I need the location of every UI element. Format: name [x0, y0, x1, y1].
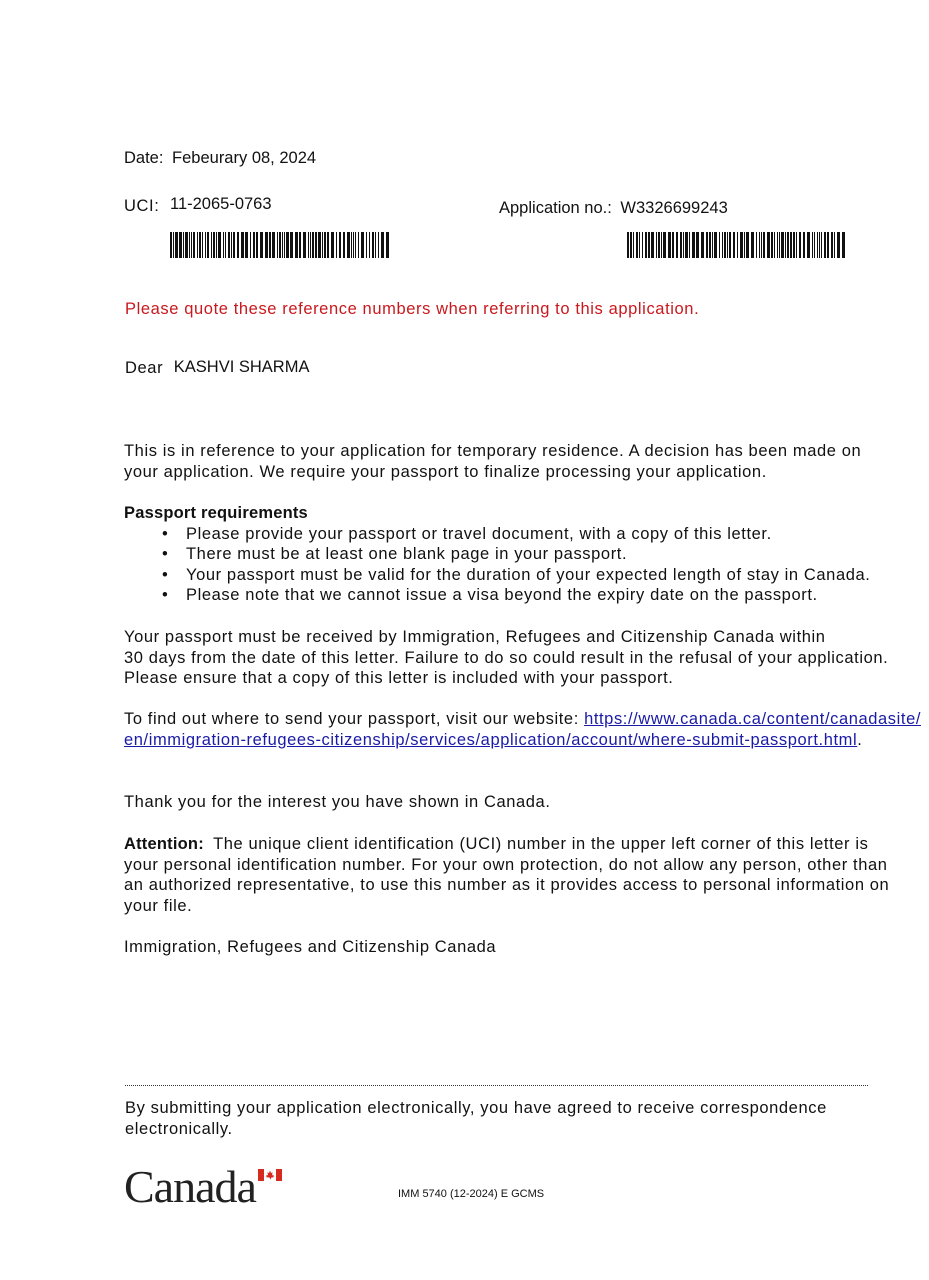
barcode-bar — [386, 232, 389, 258]
barcode-bar — [706, 232, 708, 258]
barcode-bar — [173, 232, 174, 258]
barcode-bar — [324, 232, 326, 258]
barcode-bar — [651, 232, 654, 258]
barcode-bar — [279, 232, 281, 258]
barcode-bar — [315, 232, 317, 258]
barcode-bar — [299, 232, 301, 258]
barcode-bar — [213, 232, 215, 258]
barcode-bar — [233, 232, 235, 258]
barcode-bar — [817, 232, 818, 258]
barcode-bar — [375, 232, 376, 258]
barcode-bar — [683, 232, 684, 258]
signature: Immigration, Refugees and Citizenship Canada — [124, 938, 497, 956]
deadline-line: Your passport must be received by Immigration, Refugees and Citizenship Canada within — [124, 628, 826, 646]
barcode-bar — [369, 232, 370, 258]
barcode-bar — [658, 232, 660, 258]
barcode-bar — [191, 232, 192, 258]
barcode-bar — [265, 232, 268, 258]
barcode-bar — [821, 232, 822, 258]
barcode-bar — [336, 232, 337, 258]
barcode-bar — [310, 232, 311, 258]
barcode-bar — [672, 232, 674, 258]
barcode-bar — [284, 232, 285, 258]
barcode-bar — [796, 232, 797, 258]
barcode-bar — [175, 232, 178, 258]
barcode-bar — [680, 232, 682, 258]
list-item: • Your passport must be valid for the duration of your expected length of stay in Canada. — [124, 565, 870, 586]
barcode-bar — [228, 232, 230, 258]
barcode-bar — [366, 232, 367, 258]
barcode-bar — [759, 232, 760, 258]
barcode-bar — [771, 232, 773, 258]
barcode-bar — [692, 232, 695, 258]
barcode-bar — [714, 232, 717, 258]
barcode-bar — [779, 232, 780, 258]
barcode-bar — [712, 232, 713, 258]
barcode-bar — [656, 232, 657, 258]
deadline-line: 30 days from the date of this letter. Failure to do so could result in the refusal of your application. — [124, 648, 889, 667]
uci-barcode — [170, 232, 392, 258]
barcode-bar — [740, 232, 743, 258]
electronic-note — [125, 1098, 827, 1139]
barcode-bar — [216, 232, 217, 258]
barcode-bar — [207, 232, 209, 258]
barcode-bar — [343, 232, 345, 258]
website-paragraph — [124, 709, 921, 750]
barcode-bar — [253, 232, 255, 258]
electronic-line: By submitting your application electronically, you have agreed to receive correspondence — [125, 1099, 827, 1117]
barcode-bar — [827, 232, 829, 258]
reference-note: Please quote these reference numbers when referring to this application. — [125, 300, 700, 318]
barcode-bar — [834, 232, 835, 258]
barcode-bar — [358, 232, 359, 258]
attention-line: an authorized representative, to use this number as it provides access to personal information on — [124, 876, 890, 894]
salutation-dear: Dear — [125, 359, 164, 377]
uci-label: UCI: — [124, 197, 160, 215]
barcode-bar — [202, 232, 203, 258]
barcode-bar — [701, 232, 704, 258]
barcode-bar — [727, 232, 728, 258]
attention-label: Attention: — [124, 835, 204, 853]
date-row — [124, 149, 316, 168]
barcode-bar — [318, 232, 321, 258]
application-value: W3326699243 — [620, 199, 728, 217]
passport-submission-link[interactable]: https://www.canada.ca/content/canadasite/ — [584, 710, 922, 728]
application-barcode — [627, 232, 849, 258]
barcode-bar — [756, 232, 757, 258]
barcode-bar — [339, 232, 341, 258]
electronic-line: electronically. — [125, 1119, 233, 1138]
barcode-bar — [819, 232, 820, 258]
list-item: • Please provide your passport or travel document, with a copy of this letter. — [124, 524, 870, 545]
barcode-bar — [787, 232, 789, 258]
barcode-bar — [633, 232, 634, 258]
barcode-bar — [372, 232, 374, 258]
barcode-bar — [837, 232, 840, 258]
barcode-bar — [272, 232, 275, 258]
barcode-bar — [807, 232, 810, 258]
list-item: • Please note that we cannot issue a visa beyond the expiry date on the passport. — [124, 585, 870, 606]
barcode-bar — [381, 232, 384, 258]
barcode-bar — [790, 232, 792, 258]
barcode-bar — [814, 232, 815, 258]
barcode-bar — [308, 232, 309, 258]
passport-requirements — [124, 503, 870, 606]
deadline-paragraph — [124, 627, 888, 689]
barcode-bar — [189, 232, 190, 258]
barcode-bar — [225, 232, 226, 258]
barcode-bar — [642, 232, 643, 258]
barcode-bar — [803, 232, 805, 258]
barcode-bar — [269, 232, 271, 258]
barcode-bar — [722, 232, 723, 258]
barcode-bar — [295, 232, 298, 258]
barcode-bar — [793, 232, 795, 258]
barcode-bar — [322, 232, 323, 258]
barcode-bar — [746, 232, 749, 258]
canada-wordmark — [124, 1161, 256, 1212]
barcode-bar — [661, 232, 662, 258]
barcode-bar — [312, 232, 314, 258]
barcode-bar — [709, 232, 711, 258]
barcode-bar — [218, 232, 221, 258]
canada-wordmark-text: Canada — [124, 1161, 256, 1212]
barcode-bar — [751, 232, 754, 258]
barcode-bar — [785, 232, 786, 258]
application-row — [499, 199, 728, 218]
barcode-bar — [627, 232, 629, 258]
requirements-list — [124, 524, 870, 606]
intro-line: your application. We require your passport to finalize processing your application. — [124, 462, 767, 481]
barcode-bar — [378, 232, 379, 258]
barcode-bar — [183, 232, 184, 258]
barcode-bar — [812, 232, 813, 258]
barcode-bar — [211, 232, 212, 258]
canada-flag-icon — [258, 1169, 282, 1181]
barcode-bar — [645, 232, 647, 258]
barcode-bar — [331, 232, 334, 258]
requirements-heading: Passport requirements — [124, 504, 308, 522]
barcode-bar — [256, 232, 258, 258]
barcode-bar — [729, 232, 731, 258]
barcode-bar — [636, 232, 638, 258]
barcode-bar — [763, 232, 765, 258]
barcode-bar — [696, 232, 699, 258]
barcode-bar — [351, 232, 352, 258]
barcode-bar — [286, 232, 289, 258]
attention-line: your personal identification number. For your own protection, do not allow any person, other than — [124, 855, 888, 874]
uci-row — [124, 197, 272, 216]
date-label: Date: — [124, 149, 164, 167]
thanks-line: Thank you for the interest you have shown in Canada. — [124, 793, 551, 811]
barcode-bar — [199, 232, 201, 258]
barcode-bar — [842, 232, 845, 258]
barcode-bar — [347, 232, 350, 258]
dotted-divider — [125, 1085, 868, 1086]
website-suffix: . — [857, 730, 863, 749]
barcode-bar — [303, 232, 306, 258]
barcode-bar — [676, 232, 678, 258]
barcode-bar — [689, 232, 690, 258]
date-value: Febeurary 08, 2024 — [172, 149, 317, 167]
barcode-bar — [777, 232, 778, 258]
barcode-bar — [250, 232, 251, 258]
barcode-bar — [277, 232, 278, 258]
barcode-bar — [824, 232, 826, 258]
barcode-bar — [767, 232, 770, 258]
barcode-bar — [223, 232, 224, 258]
barcode-bar — [193, 232, 195, 258]
barcode-bar — [170, 232, 172, 258]
barcode-bar — [799, 232, 801, 258]
form-code: IMM 5740 (12-2024) E GCMS — [398, 1188, 545, 1200]
barcode-bar — [237, 232, 239, 258]
barcode-bar — [774, 232, 775, 258]
barcode-bar — [737, 232, 738, 258]
barcode-bar — [685, 232, 688, 258]
passport-submission-link-continued[interactable]: en/immigration-refugees-citizenship/services/application/account/where-submit-passport.html — [124, 730, 858, 749]
barcode-bar — [353, 232, 354, 258]
attention-line: your file. — [124, 896, 193, 915]
application-label: Application no.: — [499, 199, 612, 217]
barcode-bar — [327, 232, 329, 258]
barcode-bar — [719, 232, 720, 258]
recipient-name: KASHVI SHARMA — [173, 358, 310, 376]
uci-value: 11-2065-0763 — [170, 195, 272, 213]
attention-paragraph — [124, 834, 889, 916]
barcode-bar — [231, 232, 232, 258]
barcode-bar — [290, 232, 293, 258]
barcode-bar — [282, 232, 283, 258]
salutation — [125, 359, 309, 378]
barcode-bar — [241, 232, 244, 258]
barcode-bar — [733, 232, 735, 258]
barcode-bar — [744, 232, 745, 258]
barcode-bar — [724, 232, 726, 258]
barcode-bar — [648, 232, 650, 258]
barcode-bar — [639, 232, 640, 258]
barcode-bar — [663, 232, 666, 258]
website-prefix: To find out where to send your passport, visit our website: — [124, 710, 585, 728]
barcode-bar — [185, 232, 188, 258]
barcode-bar — [761, 232, 762, 258]
intro-line: This is in reference to your application for temporary residence. A decision has been made on — [124, 442, 862, 460]
attention-line: The unique client identification (UCI) number in the upper left corner of this letter is — [213, 835, 869, 853]
barcode-bar — [245, 232, 248, 258]
barcode-bar — [197, 232, 198, 258]
barcode-bar — [668, 232, 671, 258]
barcode-bar — [831, 232, 833, 258]
intro-paragraph — [124, 441, 861, 482]
barcode-bar — [205, 232, 206, 258]
barcode-bar — [361, 232, 364, 258]
deadline-line: Please ensure that a copy of this letter is included with your passport. — [124, 669, 674, 687]
barcode-bar — [355, 232, 356, 258]
barcode-bar — [781, 232, 784, 258]
barcode-bar — [260, 232, 263, 258]
barcode-bar — [630, 232, 632, 258]
barcode-bar — [179, 232, 182, 258]
list-item: • There must be at least one blank page in your passport. — [124, 544, 870, 565]
